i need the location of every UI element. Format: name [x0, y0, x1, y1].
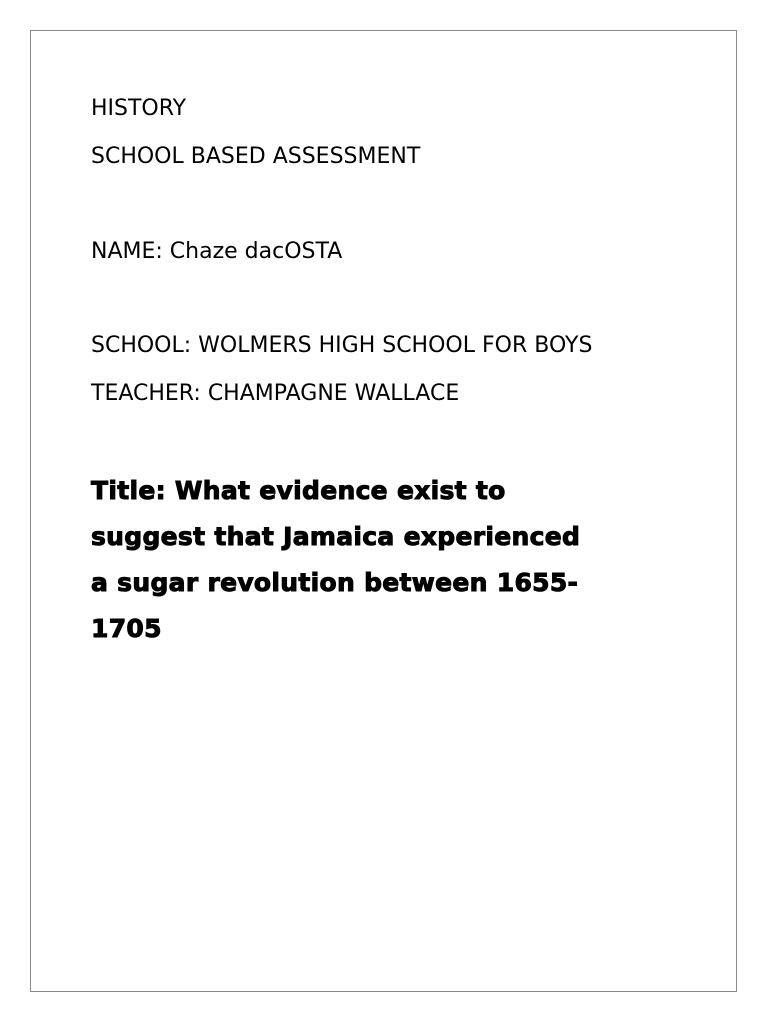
teacher-line: TEACHER: CHAMPAGNE WALLACE — [91, 381, 460, 406]
document-page — [30, 30, 737, 992]
title-line: a sugar revolution between 1655- — [91, 568, 579, 597]
school-line: SCHOOL: WOLMERS HIGH SCHOOL FOR BOYS — [91, 333, 593, 358]
title-line: 1705 — [91, 614, 162, 643]
subject-heading: HISTORY — [91, 96, 187, 121]
title-line: suggest that Jamaica experienced — [91, 522, 581, 551]
assessment-title — [91, 468, 671, 652]
assessment-heading: SCHOOL BASED ASSESSMENT — [91, 144, 421, 169]
student-name-line: NAME: Chaze dacOSTA — [91, 239, 343, 264]
title-line: Title: What evidence exist to — [91, 476, 506, 505]
